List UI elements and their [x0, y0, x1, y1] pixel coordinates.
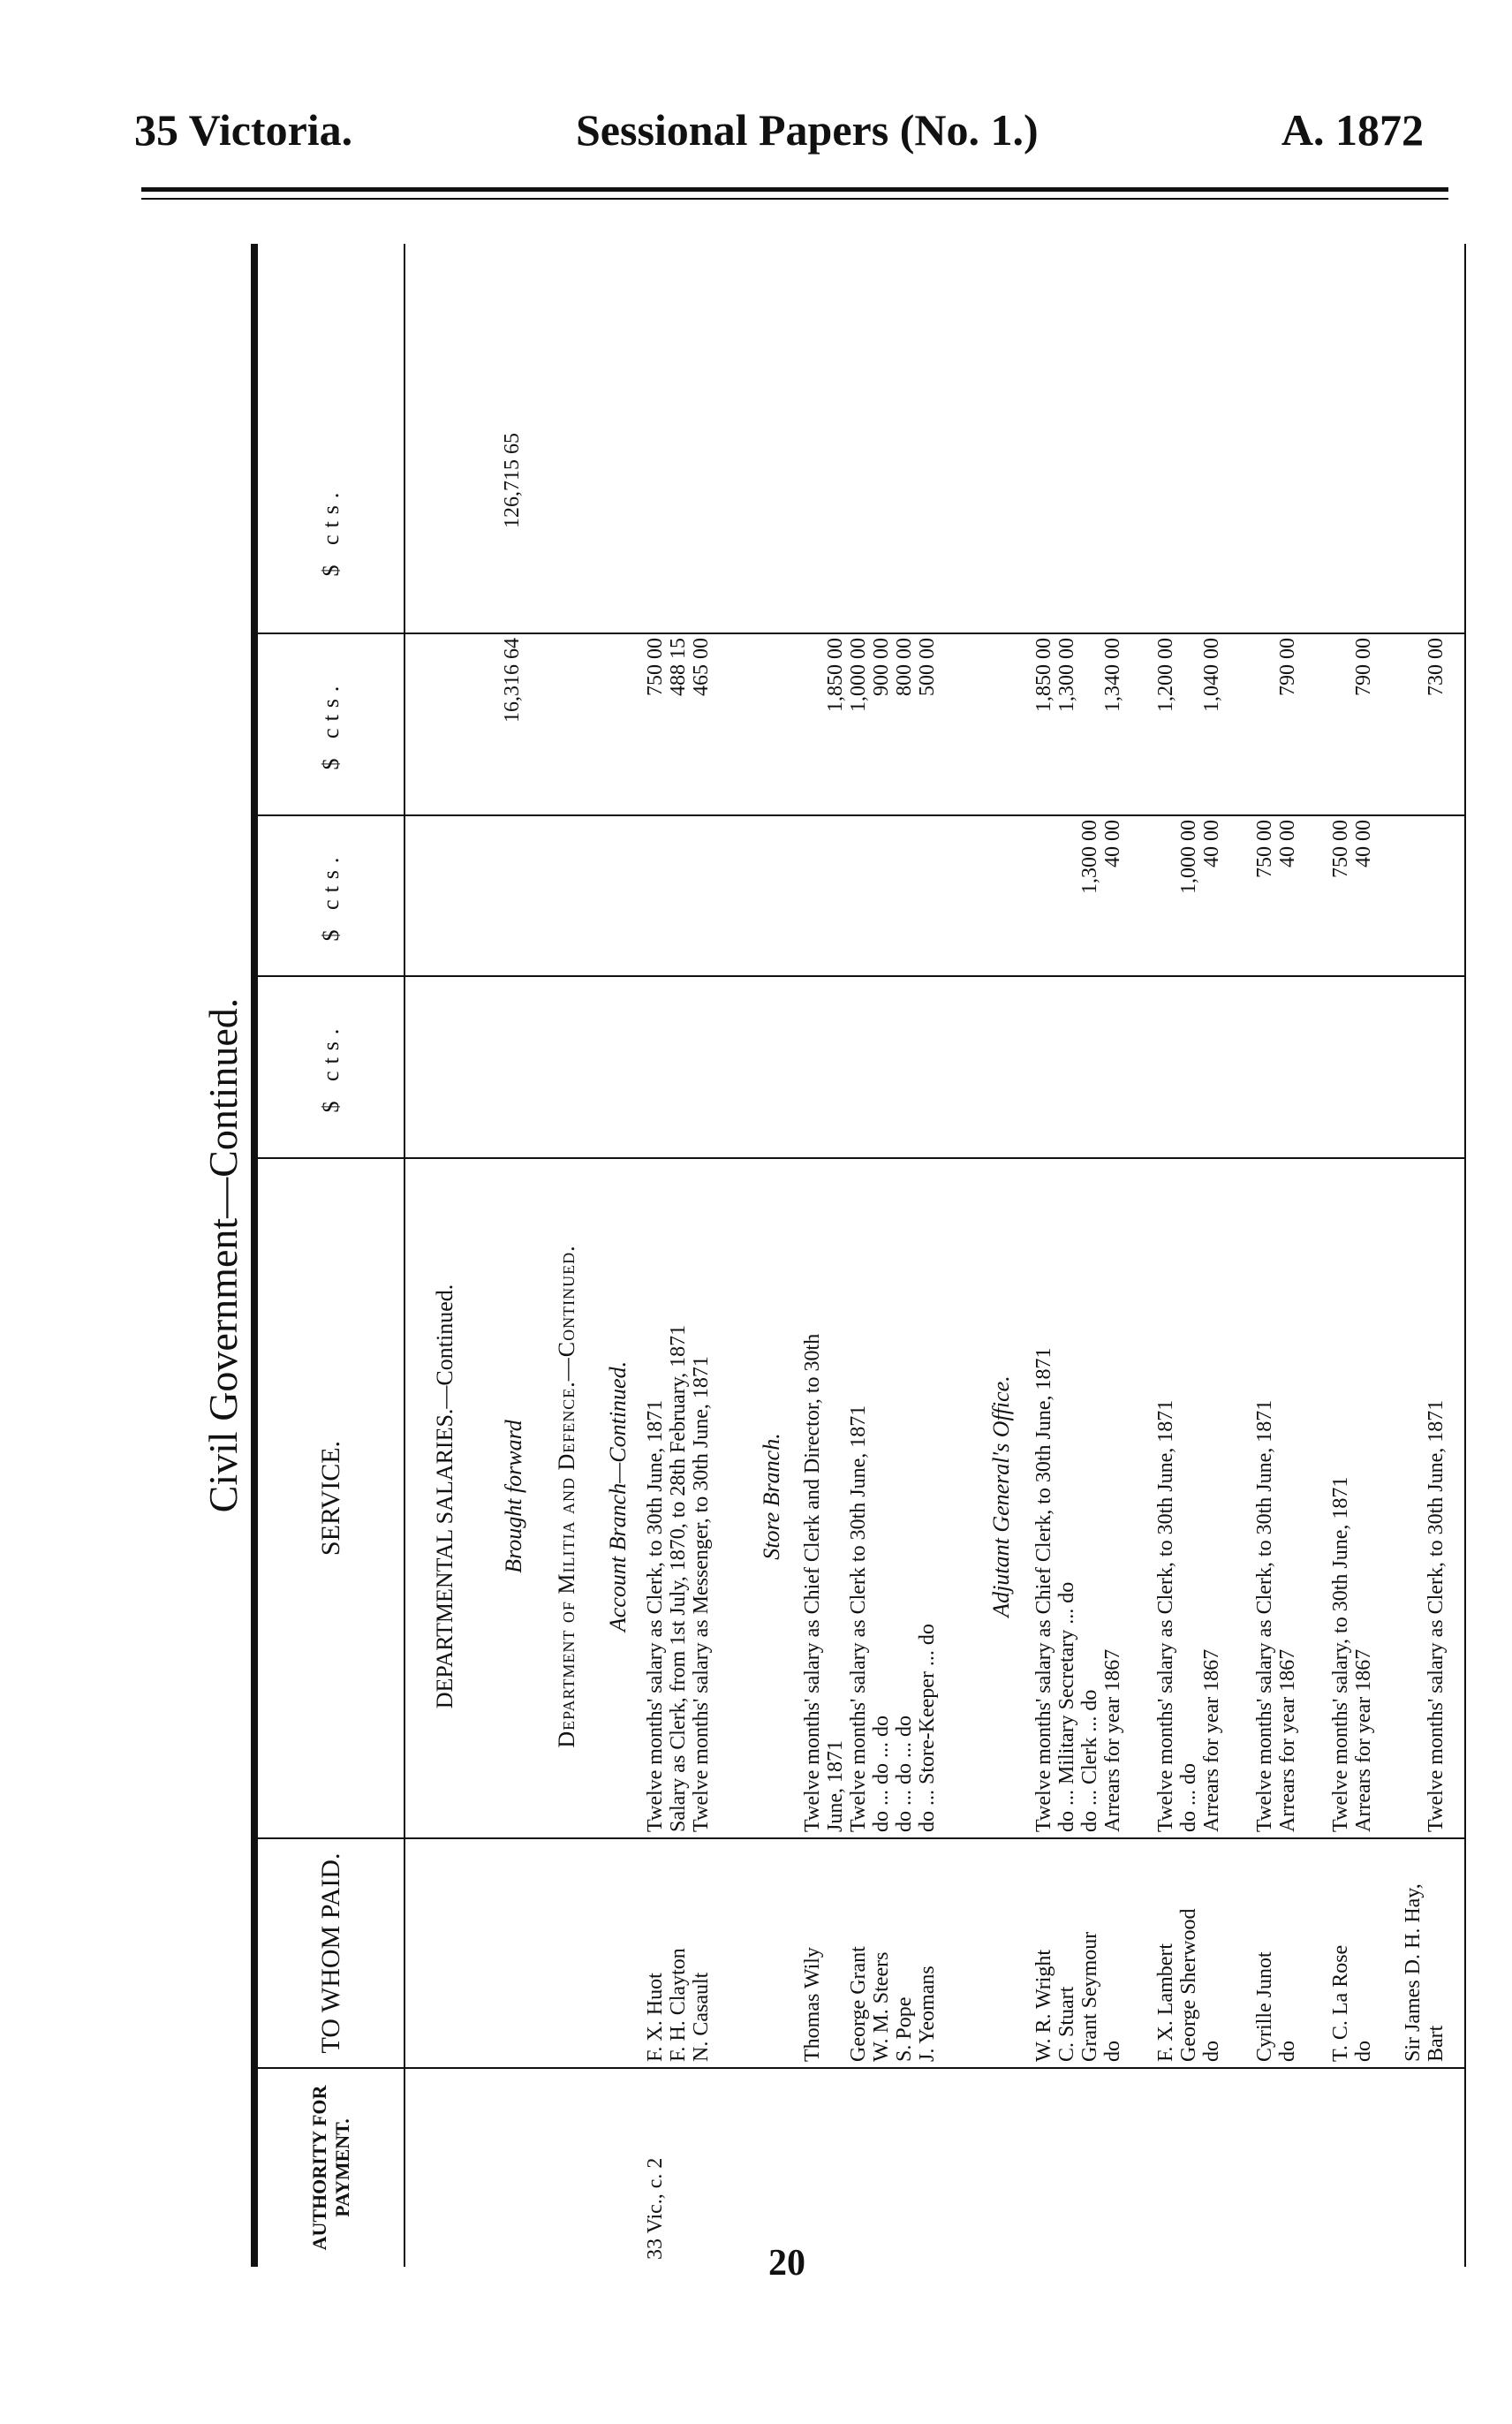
amount-cell-3: 1,300 00 [1055, 638, 1078, 712]
payee-cell: W. R. Wright [1032, 1949, 1055, 2062]
amount-cell-2: 1,300 00 [1078, 820, 1101, 894]
header-amount-3 [258, 634, 404, 814]
table-row [667, 244, 690, 2267]
service-cell: Arrears for year 1867 [1352, 1648, 1375, 1832]
amount-cell-3: 900 00 [870, 638, 893, 696]
service-cell: June, 1871 [824, 1740, 847, 1832]
table-row [801, 244, 824, 2267]
table-border-top [251, 244, 258, 2267]
table-row [1276, 244, 1299, 2267]
service-cell: Twelve months' salary as Clerk, to 30th June, 1871 [1425, 1399, 1448, 1832]
service-cell: Arrears for year 1867 [1200, 1648, 1223, 1832]
unit-label: $ cts. [317, 1021, 344, 1113]
payee-cell: T. C. La Rose [1329, 1944, 1352, 2062]
header-title: Sessional Papers (No. 1.) [576, 105, 1039, 155]
amount-cell-2: 750 00 [1253, 820, 1276, 878]
payee-cell: J. Yeomans [916, 1966, 939, 2062]
header-amount-4 [258, 429, 404, 633]
payee-cell: George Grant [847, 1946, 870, 2062]
authority-cell: 33 Vic., c. 2 [644, 2157, 667, 2260]
section-account-branch: Account Branch—Continued. [605, 1360, 631, 1632]
amount-cell-3: 800 00 [893, 638, 916, 696]
brought-forward-row [501, 244, 524, 2267]
amount-cell-3: 1,200 00 [1154, 638, 1177, 712]
section-departmental-salaries: DEPARTMENTAL SALARIES.—Continued. [432, 1284, 457, 1709]
service-cell: Twelve months' salary as Chief Clerk, to 30th June, 1871 [1032, 1347, 1055, 1832]
payee-cell: F. X. Huot [644, 1973, 667, 2062]
brought-forward-amount-3: 16,316 64 [501, 638, 524, 723]
table-row [1154, 244, 1177, 2267]
header-amount-2 [258, 816, 404, 975]
payee-cell: N. Casault [690, 1972, 713, 2062]
table-body [405, 244, 1466, 2267]
header-amount-1 [258, 977, 404, 1157]
amount-cell-2: 40 00 [1101, 820, 1124, 867]
table-row [644, 244, 667, 2267]
amount-cell-2: 40 00 [1276, 820, 1299, 867]
amount-cell-2: 40 00 [1352, 820, 1375, 867]
table-row [824, 244, 847, 2267]
service-cell: do ... Military Secretary ... do [1055, 1581, 1078, 1832]
header-service: SERVICE. [315, 1440, 345, 1557]
unit-label: $ cts. [317, 678, 344, 770]
header-session: 35 Victoria. [134, 105, 353, 155]
service-cell: Twelve months' salary as Clerk, to 30th June, 1871 [1253, 1399, 1276, 1832]
accounts-table [251, 244, 1466, 2267]
amount-cell-2: 1,000 00 [1177, 820, 1200, 894]
service-cell: Salary as Clerk, from 1st July, 1870, to 28th February, 1871 [667, 1324, 690, 1832]
section-department: Department of Militia and Defence.—Continued. [554, 1245, 579, 1748]
payee-cell: Sir James D. H. Hay, [1402, 1883, 1425, 2062]
header-payee: TO WHOM PAID. [315, 1852, 345, 2054]
amount-cell-3: 1,850 00 [1032, 638, 1055, 712]
amount-cell-3: 750 00 [644, 638, 667, 696]
unit-label: $ cts. [317, 485, 344, 577]
section-brought-forward: Brought forward [501, 1420, 526, 1573]
amount-cell-3: 1,850 00 [824, 638, 847, 712]
payee-cell: do [1101, 2041, 1124, 2062]
amount-cell-3: 730 00 [1425, 638, 1448, 696]
header-rule-thin [141, 198, 1448, 200]
amount-cell-3: 500 00 [916, 638, 939, 696]
service-cell: Arrears for year 1867 [1276, 1648, 1299, 1832]
service-cell: Arrears for year 1867 [1101, 1648, 1124, 1832]
table-row [1177, 244, 1200, 2267]
amount-cell-3: 1,000 00 [847, 638, 870, 712]
table-row [1253, 244, 1276, 2267]
section-adjutant-office: Adjutant General's Office. [988, 1375, 1014, 1617]
table-row [1078, 244, 1101, 2267]
section-store-branch: Store Branch. [759, 1433, 784, 1560]
amount-cell-3: 465 00 [690, 638, 713, 696]
payee-cell: Bart [1425, 2025, 1448, 2062]
amount-cell-3: 1,340 00 [1101, 638, 1124, 712]
payee-cell: George Sherwood [1177, 1908, 1200, 2062]
service-cell: do ... Store-Keeper ... do [916, 1624, 939, 1832]
service-cell: Twelve months' salary as Chief Clerk and Director, to 30th [801, 1333, 824, 1832]
page-number: 20 [768, 2243, 805, 2284]
payee-cell: Grant Seymour [1078, 1931, 1101, 2062]
table-row [1200, 244, 1223, 2267]
payee-cell: do [1352, 2041, 1375, 2062]
table-title: Civil Government—Continued. [200, 997, 246, 1513]
amount-cell-3: 488 15 [667, 638, 690, 696]
service-cell: do ... do [1177, 1763, 1200, 1832]
payee-cell: C. Stuart [1055, 1986, 1078, 2062]
table-row [690, 244, 713, 2267]
table-row [1402, 244, 1425, 2267]
table-row [1032, 244, 1055, 2267]
service-cell: Twelve months' salary as Clerk to 30th June, 1871 [847, 1405, 870, 1832]
payee-cell: Cyrille Junot [1253, 1951, 1276, 2062]
unit-label: $ cts. [317, 850, 344, 942]
header-year: A. 1872 [1281, 105, 1424, 155]
amount-cell-2: 40 00 [1200, 820, 1223, 867]
service-cell: Twelve months' salary as Clerk, to 30th June, 1871 [644, 1399, 667, 1832]
service-cell: do ... do ... do [870, 1716, 893, 1832]
table-row [1352, 244, 1375, 2267]
service-cell: do ... do ... do [893, 1716, 916, 1832]
running-header [134, 104, 1424, 175]
table-row [1425, 244, 1448, 2267]
amount-cell-2: 750 00 [1329, 820, 1352, 878]
table-row [1101, 244, 1124, 2267]
amount-cell-3: 1,040 00 [1200, 638, 1223, 712]
amount-cell-3: 790 00 [1352, 638, 1375, 696]
header-rule-thick [141, 187, 1448, 192]
service-cell: do ... Clerk ... do [1078, 1689, 1101, 1832]
payee-cell: do [1276, 2041, 1299, 2062]
payee-cell: Thomas Wily [801, 1947, 824, 2062]
payee-cell: W. M. Steers [870, 1951, 893, 2062]
payee-cell: F. X. Lambert [1154, 1943, 1177, 2062]
amount-cell-3: 790 00 [1276, 638, 1299, 696]
service-cell: Twelve months' salary as Clerk, to 30th June, 1871 [1154, 1399, 1177, 1832]
table-row [1055, 244, 1078, 2267]
table-row [893, 244, 916, 2267]
payee-cell: F. H. Clayton [667, 1948, 690, 2062]
table-row [870, 244, 893, 2267]
brought-forward-amount-4: 126,715 65 [501, 433, 524, 528]
service-cell: Twelve months' salary, to 30th June, 1871 [1329, 1476, 1352, 1832]
table-row [1329, 244, 1352, 2267]
payee-cell: do [1200, 2041, 1223, 2062]
service-cell: Twelve months' salary as Messenger, to 30th June, 1871 [690, 1356, 713, 1832]
payee-cell: S. Pope [893, 1996, 916, 2062]
table-row [847, 244, 870, 2267]
table-row [916, 244, 939, 2267]
rotated-table-page [200, 244, 1466, 2267]
header-authority: AUTHORITY FOR PAYMENT. [308, 2085, 353, 2251]
